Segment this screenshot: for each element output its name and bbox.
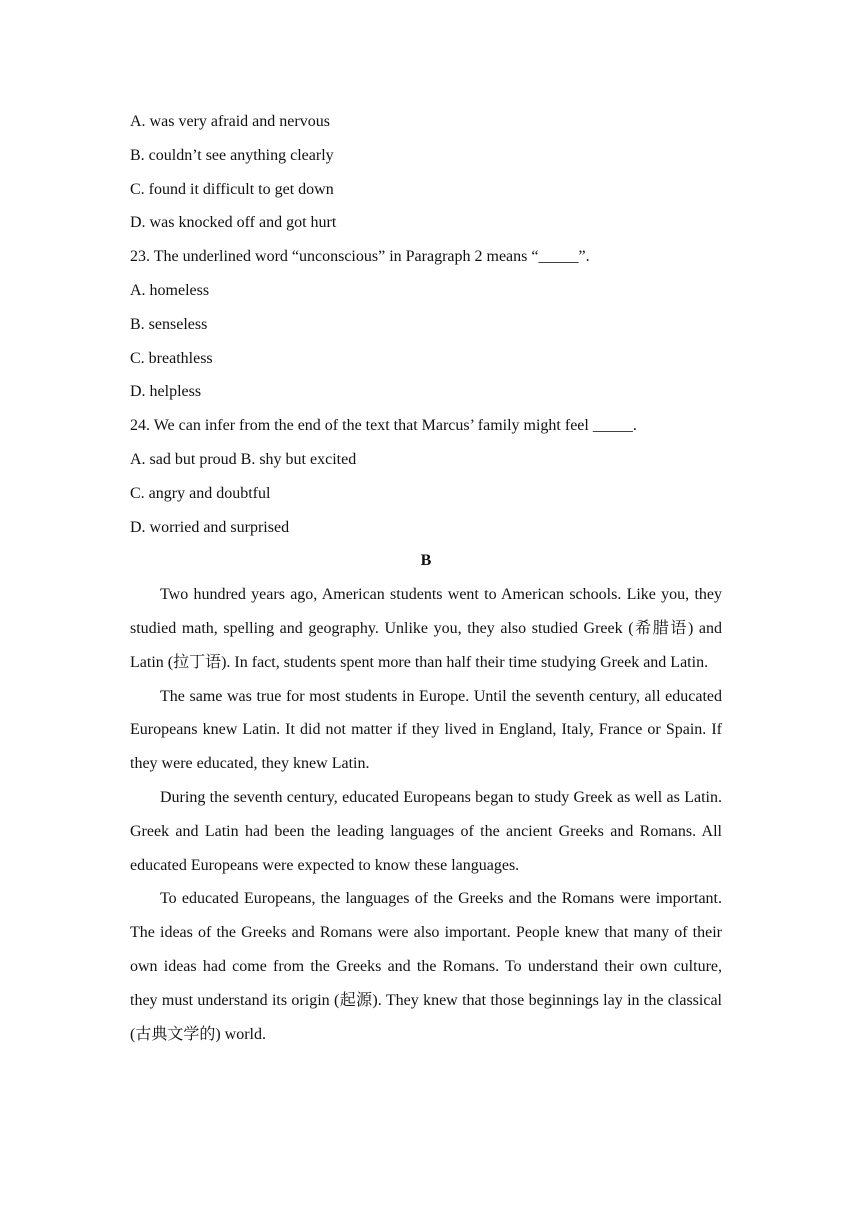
section-heading: B [420,552,432,570]
q23-option-d: D. helpless [130,383,202,401]
passage-paragraph-3: During the seventh century, educated Europeans began to study Greek as well as Latin. Greek and Latin had been the leading languages of the ancient Greeks and Romans. All educated Europeans were expected to know these languages. [130,788,722,874]
q24-option-ab: A. sad but proud B. shy but excited [130,450,357,468]
q23-option-a: A. homeless [130,281,210,299]
q22-option-a: A. was very afraid and nervous [130,113,330,130]
q22-option-c: C. found it difficult to get down [130,180,334,198]
q22-option-d: D. was knocked off and got hurt [130,214,337,232]
q23-question: 23. The underlined word “unconscious” in Paragraph 2 means “_____”. [130,248,590,266]
exam-page [130,105,722,1051]
q22-option-b: B. couldn’t see anything clearly [130,146,334,164]
q24-question: 24. We can infer from the end of the text that Marcus’ family might feel _____. [130,417,637,435]
q23-option-c: C. breathless [130,349,213,367]
passage-paragraph-4: To educated Europeans, the languages of the Greeks and the Romans were important. The ideas of the Greeks and Romans were also important. People knew that many of their own ideas had come from the Greeks and the Romans. To understand their own culture, they must understand its origin (起源). They knew that those beginnings lay in the classical (古典文学的) world. [130,890,722,1043]
q24-option-c: C. angry and doubtful [130,484,271,502]
q23-option-b: B. senseless [130,315,208,333]
passage-paragraph-1: Two hundred years ago, American students went to American schools. Like you, they studied math, spelling and geography. Unlike you, they also studied Greek (希腊语) and Latin (拉丁语). In fact, students spent more than half their time studying Greek and Latin. [130,586,722,671]
passage-paragraph-2: The same was true for most students in Europe. Until the seventh century, all educated Europeans knew Latin. It did not matter if they lived in England, Italy, France or Spain. If they were educated, they knew Latin. [130,687,722,773]
q24-option-d: D. worried and surprised [130,518,290,536]
